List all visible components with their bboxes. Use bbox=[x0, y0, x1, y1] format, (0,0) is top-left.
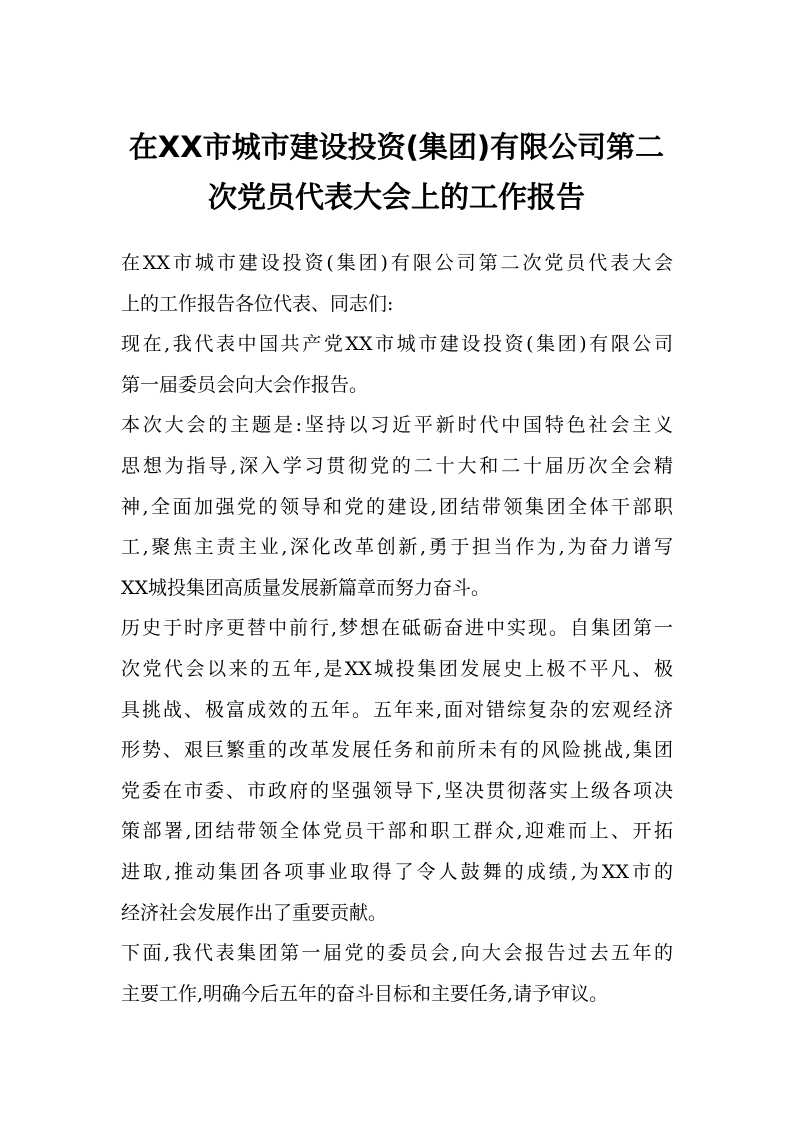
text-line: 现在,我代表中国共产党XX市城市建设投资(集团)有限公司 bbox=[121, 333, 673, 356]
document-title bbox=[60, 122, 733, 222]
text-line: 党委在市委、市政府的坚强领导下,坚决贯彻落实上级各项决 bbox=[121, 779, 673, 802]
text-line: 次党代会以来的五年,是XX城投集团发展史上极不平凡、极 bbox=[121, 657, 673, 680]
title-line-2: 次党员代表大会上的工作报告 bbox=[207, 180, 585, 214]
text-line: 历史于时序更替中前行,梦想在砥砺奋进中实现。自集团第一 bbox=[121, 617, 673, 640]
text-line: 进取,推动集团各项事业取得了令人鼓舞的成绩,为XX市的 bbox=[121, 860, 673, 883]
text-line: 主要工作,明确今后五年的奋斗目标和主要任务,请予审议。 bbox=[121, 982, 609, 1005]
paragraph-review bbox=[121, 608, 673, 933]
text-line: 具挑战、极富成效的五年。五年来,面对错综复杂的宏观经济 bbox=[121, 698, 673, 721]
text-line: 策部署,团结带领全体党员干部和职工群众,迎难而上、开拓 bbox=[121, 820, 673, 843]
text-line: 形势、艰巨繁重的改革发展任务和前所未有的风险挑战,集团 bbox=[121, 739, 673, 762]
paragraph-opening bbox=[121, 243, 673, 324]
text-line: 经济社会发展作出了重要贡献。 bbox=[121, 901, 388, 924]
text-line: 工,聚焦主责主业,深化改革创新,勇于担当作为,为奋力谱写 bbox=[121, 536, 673, 559]
text-line: 思想为指导,深入学习贯彻党的二十大和二十届历次全会精 bbox=[121, 454, 673, 477]
text-line: 上的工作报告各位代表、同志们: bbox=[121, 292, 394, 315]
text-line: 本次大会的主题是:坚持以习近平新时代中国特色社会主义 bbox=[121, 414, 673, 437]
paragraph-theme bbox=[121, 405, 673, 608]
text-line: XX城投集团高质量发展新篇章而努力奋斗。 bbox=[121, 576, 491, 599]
text-line: 在XX市城市建设投资(集团)有限公司第二次党员代表大会 bbox=[121, 252, 673, 274]
text-line: 神,全面加强党的领导和党的建设,团结带领集团全体干部职 bbox=[121, 495, 673, 518]
title-line-1: 在XX市城市建设投资(集团)有限公司第二 bbox=[128, 130, 665, 164]
document-body bbox=[121, 243, 673, 1014]
text-line: 第一届委员会向大会作报告。 bbox=[121, 373, 369, 396]
paragraph-closing bbox=[121, 933, 673, 1014]
text-line: 下面,我代表集团第一届党的委员会,向大会报告过去五年的 bbox=[121, 942, 673, 965]
paragraph-intro bbox=[121, 324, 673, 405]
